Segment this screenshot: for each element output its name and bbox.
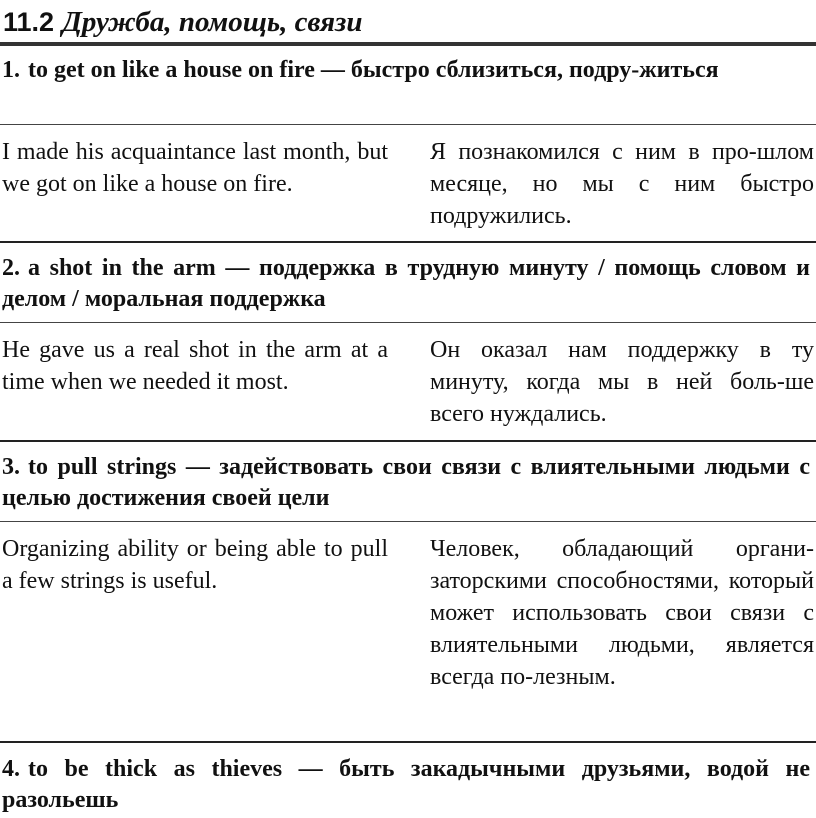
entry-2-title-text: a shot in the arm — поддержка в трудную минуту / помощь словом и делом / моральная поддержка: [2, 255, 810, 312]
entry-2-number: 2.: [2, 255, 20, 281]
entry-1-number: 1.: [2, 57, 20, 83]
entry-2-end-rule: [0, 440, 816, 442]
entry-2-russian-translation: Он оказал нам поддержку в ту минуту, когда мы в ней боль-ше всего нуждались.: [430, 337, 814, 427]
entry-3-title-rule: [0, 521, 816, 522]
section-header-rule: [0, 42, 816, 46]
entry-3-title: [2, 452, 810, 514]
entry-1-title-text: to get on like a house on fire — быстро сблизиться, подру-житься: [28, 57, 719, 83]
entry-3-title-text: to pull strings — задействовать свои связи с влиятельными людьми с целью достижения своей цели: [2, 454, 810, 511]
entry-4-title: [2, 754, 810, 816]
entry-4-title-text: to be thick as thieves — быть закадычными друзьями, водой не разольешь: [2, 756, 810, 813]
entry-1-title-rule: [0, 124, 816, 125]
entry-2-title: [2, 253, 810, 315]
entry-3-end-rule: [0, 741, 816, 743]
section-header: [3, 6, 816, 42]
entry-1-title: [2, 55, 810, 86]
entry-3-number: 3.: [2, 454, 20, 480]
entry-3-russian-translation: Человек, обладающий органи-заторскими способностями, который может использовать свои связи с влиятельными людьми, является всегда по-лезным.: [430, 536, 814, 690]
section-title: Дружба, помощь, связи: [62, 6, 363, 38]
entry-1-russian-translation: Я познакомился с ним в про-шлом месяце, но мы с ним быстро подружились.: [430, 139, 814, 229]
entry-3-english-example: Organizing ability or being able to pull a few strings is useful.: [2, 536, 388, 594]
entry-4-number: 4.: [2, 756, 20, 782]
section-number: 11.2: [3, 7, 55, 37]
entry-2-title-rule: [0, 322, 816, 323]
entry-1-end-rule: [0, 241, 816, 243]
entry-2-english-example: He gave us a real shot in the arm at a time when we needed it most.: [2, 337, 388, 395]
entry-1-english-example: I made his acquaintance last month, but we got on like a house on fire.: [2, 139, 388, 197]
